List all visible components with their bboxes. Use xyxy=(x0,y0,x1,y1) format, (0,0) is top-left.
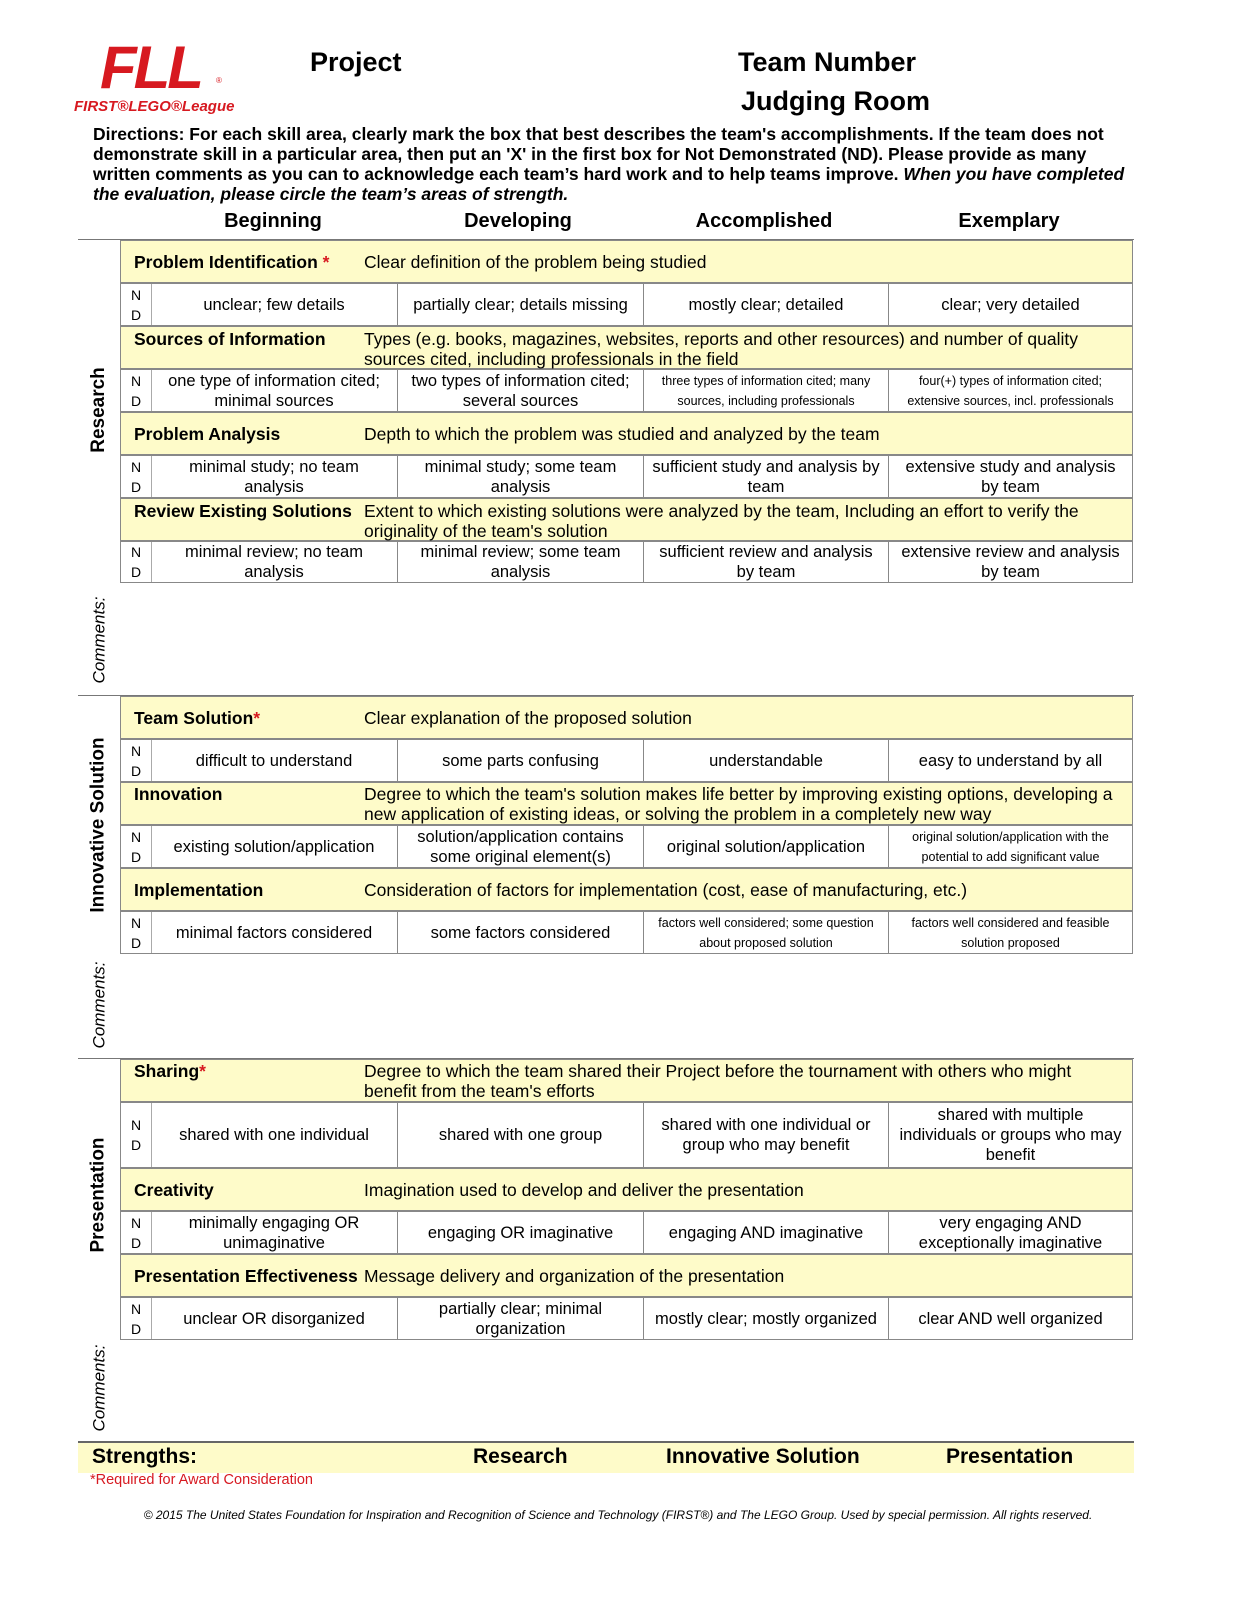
nd-checkbox[interactable]: N D xyxy=(121,542,152,582)
level-row xyxy=(120,911,1133,954)
level-cell[interactable]: original solution/application xyxy=(643,826,888,867)
level-cell[interactable]: minimal study; some team analysis xyxy=(397,456,643,497)
criterion-name: Sources of Information xyxy=(134,329,326,349)
criterion-description: Message delivery and organization of the presentation xyxy=(364,1266,785,1286)
criterion-team-solution xyxy=(120,696,1133,739)
criterion-description: Degree to which the team's solution makes life better by improving existing options, developing a new application of existing ideas, or solving the problem in a completely new way xyxy=(364,784,1113,824)
copyright: © 2015 The United States Foundation for Inspiration and Recognition of Science and Technology (FIRST®) and The LEGO Group. Used by special permission. All rights reserved. xyxy=(143,1508,1093,1522)
level-row xyxy=(120,369,1133,412)
criterion-description: Degree to which the team shared their Project before the tournament with others who might benefit from the team's efforts xyxy=(364,1061,1072,1101)
criterion-creativity xyxy=(120,1168,1133,1211)
level-cell[interactable]: partially clear; details missing xyxy=(397,284,643,325)
fll-logo-registered: ® xyxy=(216,76,222,85)
level-cell[interactable]: easy to understand by all xyxy=(888,740,1132,781)
level-cell[interactable]: partially clear; minimal organization xyxy=(397,1298,643,1339)
criterion-name: Presentation Effectiveness xyxy=(134,1266,358,1286)
criterion-description: Types (e.g. books, magazines, websites, reports and other resources) and number of quality sources cited, including professionals in the field xyxy=(364,329,1078,369)
level-cell[interactable]: mostly clear; mostly organized xyxy=(643,1298,888,1339)
criterion-problem-identification xyxy=(120,240,1133,283)
level-cell[interactable]: shared with one individual xyxy=(179,1126,369,1144)
strengths-label: Strengths: xyxy=(92,1445,197,1468)
level-cell[interactable]: sufficient review and analysis by team xyxy=(643,542,888,582)
section-label-innovative-solution: Innovative Solution xyxy=(88,737,110,913)
required-note: *Required for Award Consideration xyxy=(90,1472,314,1488)
level-cell[interactable]: unclear; few details xyxy=(203,295,345,314)
criterion-name: Creativity xyxy=(134,1180,214,1200)
comments-label: Comments: xyxy=(89,596,109,684)
level-row xyxy=(120,739,1133,782)
level-cell[interactable]: minimal study; no team analysis xyxy=(189,457,359,496)
level-cell[interactable]: unclear OR disorganized xyxy=(183,1309,365,1328)
level-cell[interactable]: engaging AND imaginative xyxy=(643,1212,888,1253)
level-beginning: Beginning xyxy=(224,210,322,232)
criterion-name: Innovation xyxy=(134,784,223,804)
required-marker: * xyxy=(322,252,330,272)
criterion-problem-analysis xyxy=(120,412,1133,455)
nd-checkbox[interactable]: N D xyxy=(121,826,152,867)
directions-text: Directions: For each skill area, clearly mark the box that best describes the team's accomplishments. If the team does not demonstrate skill in a particular area, then put an 'X' in the first box for Not Demonstrated (ND). Please provide as many written comments as you can to acknowledge each team’s hard work and to help teams improve. xyxy=(93,124,1104,184)
comments-label: Comments: xyxy=(89,961,109,1049)
level-row xyxy=(120,455,1133,498)
level-cell[interactable]: existing solution/application xyxy=(173,837,375,856)
criterion-name: Team Solution xyxy=(134,708,254,728)
level-cell[interactable]: three types of information cited; many sources, including professionals xyxy=(643,370,888,411)
level-cell[interactable]: factors well considered and feasible solution proposed xyxy=(888,912,1132,953)
judging-room-heading: Judging Room xyxy=(741,86,930,116)
level-cell[interactable]: factors well considered; some question about proposed solution xyxy=(643,912,888,953)
nd-checkbox[interactable]: N D xyxy=(121,284,152,325)
criterion-name: Sharing xyxy=(134,1061,200,1081)
directions-italic: When you have completed the evaluation, please circle the team’s areas of strength. xyxy=(93,164,1125,204)
fll-logo xyxy=(74,36,244,120)
level-cell[interactable]: four(+) types of information cited; extensive sources, incl. professionals xyxy=(888,370,1132,411)
level-exemplary: Exemplary xyxy=(958,210,1060,232)
criterion-review-existing-solutions xyxy=(120,498,1133,541)
criterion-presentation-effectiveness xyxy=(120,1254,1133,1297)
level-cell[interactable]: two types of information cited; several sources xyxy=(397,370,643,411)
level-cell[interactable]: solution/application contains some original element(s) xyxy=(397,826,643,867)
nd-checkbox[interactable]: N D xyxy=(121,912,152,953)
criterion-description: Imagination used to develop and deliver the presentation xyxy=(364,1180,804,1200)
criterion-description: Consideration of factors for implementation (cost, ease of manufacturing, etc.) xyxy=(364,880,968,900)
level-cell[interactable]: very engaging AND exceptionally imaginative xyxy=(888,1212,1132,1253)
criterion-name: Review Existing Solutions xyxy=(134,501,352,521)
level-cell[interactable]: difficult to understand xyxy=(195,751,353,770)
level-row xyxy=(120,1297,1133,1340)
level-row xyxy=(120,541,1133,583)
level-cell[interactable]: understandable xyxy=(643,740,888,781)
level-cell[interactable]: shared with one group xyxy=(397,1103,643,1167)
level-accomplished: Accomplished xyxy=(695,210,833,232)
nd-checkbox[interactable]: N D xyxy=(121,740,152,781)
criterion-description: Clear definition of the problem being studied xyxy=(364,252,707,272)
level-cell[interactable]: minimal review; no team analysis xyxy=(185,543,363,581)
level-cell[interactable]: engaging OR imaginative xyxy=(397,1212,643,1253)
level-cell[interactable]: clear AND well organized xyxy=(888,1298,1132,1339)
level-row xyxy=(120,1211,1133,1254)
project-heading: Project xyxy=(310,47,402,77)
criterion-name: Implementation xyxy=(134,880,264,900)
level-cell[interactable]: some parts confusing xyxy=(397,740,643,781)
criterion-description: Clear explanation of the proposed solution xyxy=(364,708,692,728)
directions xyxy=(93,124,1143,204)
nd-checkbox[interactable]: N D xyxy=(121,456,152,497)
required-marker: * xyxy=(199,1061,206,1081)
required-marker: * xyxy=(253,708,261,728)
level-cell[interactable]: clear; very detailed xyxy=(888,284,1132,325)
level-cell[interactable]: extensive study and analysis by team xyxy=(888,456,1132,497)
criterion-sharing xyxy=(120,1059,1133,1102)
level-cell[interactable]: some factors considered xyxy=(397,912,643,953)
criterion-description: Extent to which existing solutions were analyzed by the team, Including an effort to verify the originality of the team's solution xyxy=(364,501,1079,541)
level-cell[interactable]: one type of information cited; minimal sources xyxy=(168,371,380,410)
level-row xyxy=(120,825,1133,868)
team-number-heading: Team Number xyxy=(738,47,917,77)
section-label-presentation: Presentation xyxy=(88,1137,109,1253)
nd-checkbox[interactable]: N D xyxy=(121,370,152,411)
level-cell[interactable]: shared with one individual or group who may benefit xyxy=(643,1103,888,1167)
level-developing: Developing xyxy=(464,210,572,232)
level-cell[interactable]: extensive review and analysis by team xyxy=(888,542,1132,582)
nd-checkbox[interactable]: N D xyxy=(121,1212,152,1253)
criterion-implementation xyxy=(120,868,1133,911)
level-row xyxy=(120,283,1133,326)
level-row xyxy=(120,1102,1133,1168)
level-cell[interactable]: sufficient study and analysis by team xyxy=(643,456,888,497)
nd-checkbox[interactable]: N D xyxy=(121,1103,152,1167)
criterion-name: Problem Analysis xyxy=(134,424,281,444)
level-cell[interactable]: mostly clear; detailed xyxy=(643,284,888,325)
comments-label: Comments: xyxy=(89,1344,109,1432)
section-label-research: Research xyxy=(88,367,109,453)
level-cell[interactable]: minimal factors considered xyxy=(175,923,373,942)
level-cell[interactable]: minimally engaging OR unimaginative xyxy=(188,1213,360,1252)
fll-logo-subtitle: FIRST®LEGO®League xyxy=(74,98,235,115)
strength-presentation[interactable]: Presentation xyxy=(946,1445,1074,1468)
criterion-innovation xyxy=(120,782,1133,825)
level-cell[interactable]: minimal review; some team analysis xyxy=(397,542,643,582)
fll-logo-text: FLL xyxy=(100,34,201,101)
strength-innovative-solution[interactable]: Innovative Solution xyxy=(666,1445,860,1468)
strengths-bar xyxy=(78,1441,1134,1473)
criterion-sources-of-information xyxy=(120,326,1133,369)
level-cell[interactable]: shared with multiple individuals or groups who may benefit xyxy=(888,1103,1132,1167)
nd-checkbox[interactable]: N D xyxy=(121,1298,152,1339)
criterion-description: Depth to which the problem was studied and analyzed by the team xyxy=(364,424,880,444)
strength-research[interactable]: Research xyxy=(473,1445,568,1468)
criterion-name: Problem Identification xyxy=(134,252,318,272)
level-cell[interactable]: original solution/application with the potential to add significant value xyxy=(888,826,1132,867)
